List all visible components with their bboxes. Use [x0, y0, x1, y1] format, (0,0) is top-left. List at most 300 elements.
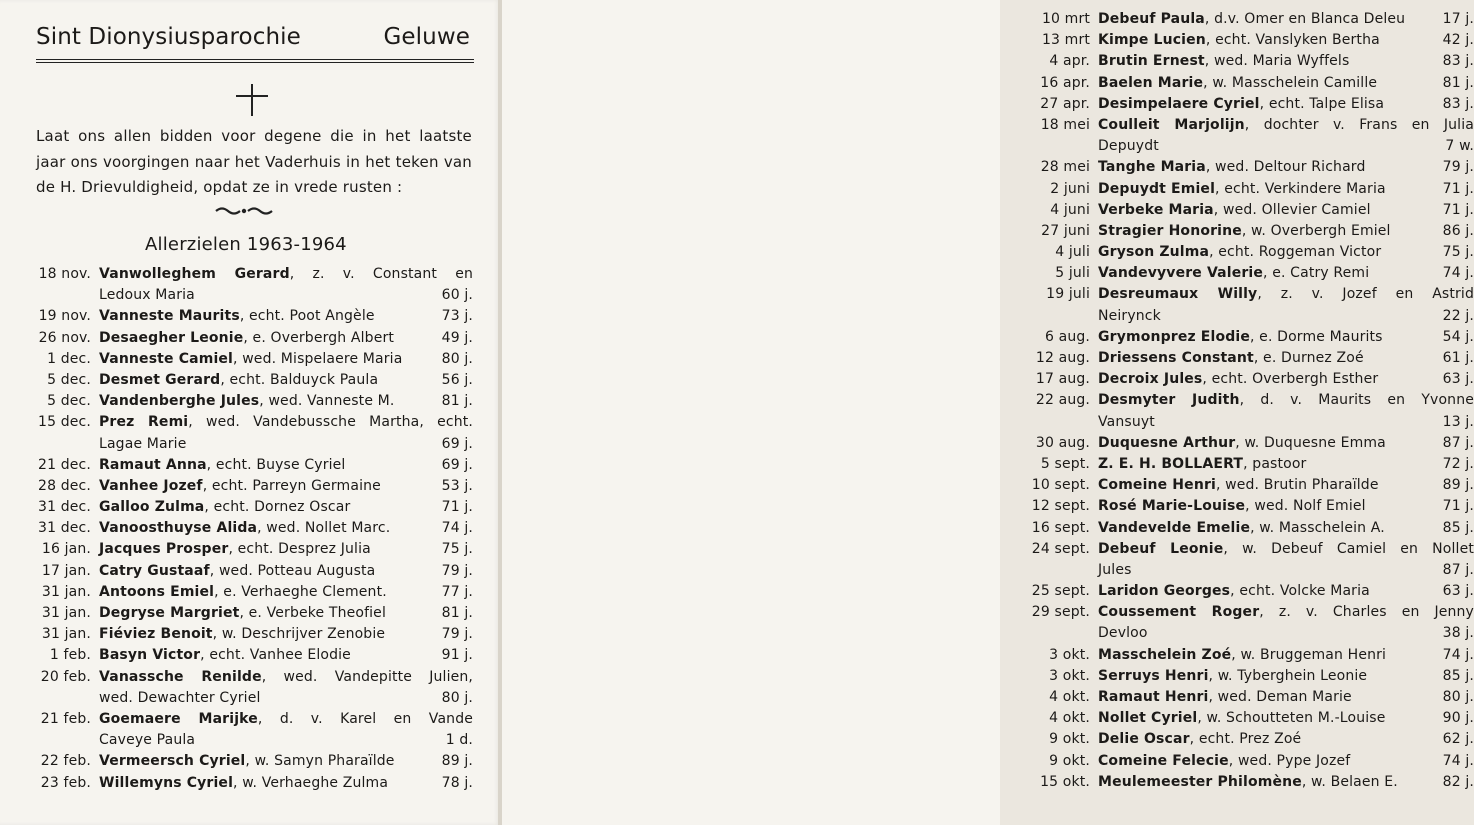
entry-age: 85 j. [1442, 667, 1474, 684]
obituary-entry [1026, 687, 1474, 708]
entry-text [1098, 666, 1434, 687]
obituary-entry [1026, 581, 1474, 602]
entry-name: Nollet Cyriel [1098, 710, 1198, 727]
entry-name: Catry Gustaaf [99, 562, 210, 579]
entry-age: 17 j. [1442, 11, 1474, 27]
entry-text [1098, 539, 1474, 560]
entry-age: 56 j. [441, 371, 473, 388]
entry-text [1098, 687, 1434, 708]
entry-relation: , wed. Vanneste M. [259, 393, 395, 410]
entry-date: 4 apr. [1049, 53, 1090, 70]
entry-relation: , e. Verhaeghe Clement. [214, 583, 387, 600]
entry-age: 79 j. [441, 562, 473, 579]
entry-text [1098, 157, 1434, 178]
entry-text [1098, 179, 1434, 200]
entry-name: Comeine Henri [1098, 477, 1216, 494]
entry-text [1098, 475, 1434, 496]
entry-line [1026, 242, 1474, 263]
entry-age: 77 j. [441, 583, 473, 600]
entry-text [99, 497, 433, 518]
entry-relation: , echt. Parreyn Germaine [202, 477, 381, 494]
entry-relation: , w. Debeuf Camiel en Nollet [1223, 540, 1474, 557]
left-page [0, 0, 500, 825]
entry-date: 31 jan. [41, 605, 91, 621]
entry-name: Rosé Marie-Louise [1098, 498, 1246, 515]
entry-relation: , echt. Talpe Elisa [1259, 95, 1385, 112]
entry-age: 87 j. [1442, 434, 1474, 451]
entry-date: 10 mrt [1041, 11, 1090, 27]
entry-relation: , e. Dorme Maurits [1249, 328, 1383, 345]
entry-date: 5 juli [1055, 265, 1090, 282]
obituary-entry [33, 328, 473, 349]
obituary-entry [33, 455, 473, 476]
entry-line [1026, 284, 1474, 305]
entry-text [99, 751, 433, 772]
entry-line [1026, 729, 1474, 750]
obituary-entry [33, 624, 473, 645]
entry-age: 63 j. [1442, 371, 1474, 388]
obituary-entry [1026, 369, 1474, 390]
entry-date: 3 okt. [1049, 667, 1090, 684]
entry-text [1098, 284, 1474, 305]
entry-relation: , dochter v. Frans en Julia [1244, 116, 1474, 133]
entry-name: Basyn Victor [99, 647, 201, 664]
entry-age: 83 j. [1442, 53, 1474, 70]
entry-date: 4 okt. [1049, 689, 1090, 705]
entry-age: 73 j. [441, 308, 473, 325]
entry-age: 89 j. [441, 753, 473, 770]
entry-date: 5 dec. [47, 371, 91, 388]
entry-relation: , echt. Prez Zoé [1189, 731, 1302, 748]
entry-date: 3 okt. [1049, 646, 1090, 663]
obituary-entry [1026, 242, 1474, 263]
entry-line [1026, 560, 1474, 581]
entry-date: 4 juli [1055, 244, 1090, 261]
entry-age: 22 j. [1442, 307, 1474, 324]
entry-date: 28 dec. [38, 477, 91, 494]
entry-line [33, 285, 473, 306]
entry-name: Stragier Honorine [1098, 222, 1242, 239]
obituary-entry [33, 603, 473, 624]
entry-line [1026, 390, 1474, 411]
entry-name: Jacques Prosper [99, 541, 229, 558]
entry-text [1098, 348, 1434, 369]
entry-line [33, 539, 473, 560]
obituary-entry [1026, 602, 1474, 644]
entry-age: 83 j. [1442, 95, 1474, 112]
obituary-entry [33, 518, 473, 539]
entry-text [1098, 200, 1434, 221]
entry-date: 31 jan. [41, 626, 91, 643]
entry-line [33, 264, 473, 285]
entry-line [33, 328, 473, 349]
entry-line [1026, 666, 1474, 687]
entry-age: 87 j. [1442, 561, 1474, 578]
entry-date: 15 dec. [38, 414, 91, 431]
entry-name: Vandenberghe Jules [99, 393, 260, 410]
entry-relation: , w. Deschrijver Zenobie [212, 626, 386, 643]
entry-text [99, 455, 433, 476]
entry-relation: , d. v. Maurits en Yvonne [1239, 392, 1474, 409]
entry-age: 1 d. [445, 732, 473, 749]
entry-line [1026, 136, 1474, 157]
entry-relation: , echt. Balduyck Paula [220, 371, 379, 388]
entry-line [1026, 51, 1474, 72]
obituary-entry [1026, 115, 1474, 157]
entry-relation: , w. Masschelein Camille [1203, 74, 1378, 91]
obituary-entry [1026, 751, 1474, 772]
entry-date: 4 juni [1050, 201, 1090, 218]
entry-age: 71 j. [1442, 180, 1474, 197]
entry-text [1098, 708, 1434, 729]
obituary-entry [33, 709, 473, 751]
entry-relation: , wed. Deltour Richard [1205, 159, 1366, 176]
entry-relation: , w. Bruggeman Henri [1231, 646, 1387, 663]
entry-relation: , w. Schoutteten M.-Louise [1197, 710, 1386, 727]
entry-text [99, 518, 433, 539]
entry-age: 63 j. [1442, 583, 1474, 600]
entry-date: 12 aug. [1035, 350, 1090, 366]
entry-relation: , echt. Vanslyken Bertha [1205, 32, 1380, 49]
entry-line [33, 434, 473, 455]
entry-name: Vanneste Maurits [99, 308, 240, 325]
obituary-entry [33, 561, 473, 582]
entry-name: Degryse Margriet [99, 605, 240, 621]
entry-name: Desmyter Judith [1098, 392, 1240, 409]
entry-date: 30 aug. [1035, 434, 1090, 451]
entry-text [99, 603, 433, 624]
entry-date: 22 feb. [40, 753, 91, 770]
entry-name: Grymonprez Elodie [1098, 328, 1250, 345]
entry-name: Vanoosthuyse Alida [99, 520, 258, 537]
entry-continuation: Neirynck [1098, 307, 1161, 324]
entry-line [1026, 200, 1474, 221]
entry-name: Serruys Henri [1098, 667, 1209, 684]
ornament-divider-icon [214, 206, 274, 216]
entry-date: 26 nov. [38, 329, 91, 346]
entry-continuation: Caveye Paula [99, 732, 196, 749]
entry-age: 78 j. [441, 774, 473, 791]
entry-age: 74 j. [1442, 752, 1474, 769]
entry-line [33, 751, 473, 772]
entry-age: 79 j. [1442, 159, 1474, 176]
entry-date: 12 sept. [1031, 498, 1090, 515]
entry-line [1026, 157, 1474, 178]
page-header [36, 22, 474, 64]
entry-date: 16 apr. [1040, 74, 1090, 91]
obituary-entry [1026, 200, 1474, 221]
entry-text [99, 264, 473, 285]
entry-relation: , e. Catry Remi [1263, 265, 1370, 282]
entry-name: Prez Remi [99, 414, 189, 431]
obituary-entry [1026, 454, 1474, 475]
obituary-entry [1026, 708, 1474, 729]
entry-relation: , w. Duquesne Emma [1235, 434, 1386, 451]
entry-age: 75 j. [1442, 244, 1474, 261]
obituary-entry [1026, 475, 1474, 496]
entry-line [33, 455, 473, 476]
entry-line [33, 561, 473, 582]
entry-text [1098, 433, 1434, 454]
entry-relation: , wed. Brutin Pharaïlde [1215, 477, 1379, 494]
entry-date: 6 aug. [1044, 328, 1090, 345]
entry-name: Vanassche Renilde [99, 668, 262, 685]
entry-name: Vanhee Jozef [99, 477, 203, 494]
entry-line [1026, 687, 1474, 708]
entry-line [1026, 369, 1474, 390]
obituary-list-left [33, 264, 473, 794]
entry-text [1098, 9, 1434, 30]
entry-date: 15 okt. [1040, 773, 1090, 790]
entry-text [1098, 369, 1434, 390]
obituary-list-right [1026, 9, 1474, 793]
entry-continuation: Depuydt [1098, 138, 1159, 155]
entry-continuation: Lagae Marie [99, 435, 187, 452]
entry-text [1098, 602, 1474, 623]
entry-text [1098, 263, 1434, 284]
obituary-entry [33, 370, 473, 391]
obituary-entry [1026, 729, 1474, 750]
entry-age: 82 j. [1442, 773, 1474, 790]
entry-name: Desreumaux Willy [1098, 286, 1258, 303]
entry-text [99, 306, 433, 327]
entry-text [1098, 327, 1434, 348]
entry-text [1098, 454, 1434, 475]
entry-relation: , echt. Roggeman Victor [1209, 244, 1382, 261]
entry-relation: , wed. Pype Jozef [1228, 752, 1351, 769]
entry-name: Depuydt Emiel [1098, 180, 1216, 197]
obituary-entry [33, 349, 473, 370]
entry-line [1026, 327, 1474, 348]
entry-line [33, 391, 473, 412]
entry-relation: , z. v. Jozef en Astrid [1257, 286, 1474, 303]
entry-line [33, 476, 473, 497]
entry-line [1026, 73, 1474, 94]
entry-name: Baelen Marie [1098, 74, 1204, 91]
obituary-entry [33, 497, 473, 518]
entry-date: 5 sept. [1040, 455, 1090, 472]
entry-text [1098, 751, 1434, 772]
entry-date: 16 jan. [41, 541, 91, 558]
entry-line [1026, 115, 1474, 136]
obituary-entry [1026, 327, 1474, 348]
entry-date: 27 apr. [1040, 95, 1090, 112]
entry-line [1026, 772, 1474, 793]
entry-relation: , wed. Nollet Marc. [257, 520, 391, 537]
entry-line [1026, 348, 1474, 369]
entry-relation: , d. v. Karel en Vande [257, 710, 473, 727]
entry-name: Desimpelaere Cyriel [1098, 95, 1260, 112]
entry-age: 80 j. [441, 350, 473, 367]
obituary-entry [1026, 73, 1474, 94]
entry-name: Coussement Roger [1098, 604, 1260, 621]
entry-text [99, 370, 433, 391]
entry-date: 13 mrt [1041, 32, 1090, 49]
entry-name: Vermeersch Cyriel [99, 753, 246, 770]
entry-name: Willemyns Cyriel [99, 774, 234, 791]
entry-continuation: Jules [1098, 561, 1132, 578]
entry-relation: , e. Overbergh Albert [243, 329, 395, 346]
entry-date: 1 feb. [49, 647, 91, 664]
entry-age: 54 j. [1442, 328, 1474, 345]
obituary-entry [1026, 518, 1474, 539]
entry-date: 25 sept. [1031, 583, 1090, 600]
entry-date: 28 mei [1040, 159, 1090, 176]
entry-age: 81 j. [441, 605, 473, 621]
entry-name: Coulleit Marjolijn [1098, 116, 1245, 133]
cross-icon [236, 84, 268, 116]
entry-text [99, 328, 433, 349]
entry-name: Antoons Emiel [99, 583, 215, 600]
entry-date: 23 feb. [40, 774, 91, 791]
entry-date: 24 sept. [1031, 540, 1090, 557]
obituary-entry [1026, 645, 1474, 666]
entry-relation: , pastoor [1243, 455, 1307, 472]
obituary-entry [33, 539, 473, 560]
entry-name: Verbeke Maria [1098, 201, 1214, 218]
entry-age: 69 j. [441, 435, 473, 452]
entry-age: 89 j. [1442, 477, 1474, 494]
entry-text [99, 773, 433, 794]
entry-relation: , w. Tyberghein Leonie [1208, 667, 1368, 684]
entry-name: Kimpe Lucien [1098, 32, 1206, 49]
entry-name: Ramaut Henri [1098, 689, 1209, 705]
entry-name: Ramaut Anna [99, 456, 207, 473]
obituary-entry [1026, 263, 1474, 284]
entry-age: 74 j. [441, 520, 473, 537]
entry-age: 86 j. [1442, 222, 1474, 239]
entry-name: Debeuf Paula [1098, 11, 1205, 27]
entry-date: 19 nov. [38, 308, 91, 325]
entry-name: Meulemeester Philomène [1098, 773, 1302, 790]
entry-relation: , wed. Ollevier Camiel [1213, 201, 1371, 218]
entry-date: 5 dec. [47, 393, 91, 410]
entry-line [1026, 412, 1474, 433]
entry-age: 42 j. [1442, 32, 1474, 49]
entry-line [1026, 433, 1474, 454]
entry-text [99, 412, 473, 433]
entry-text [1098, 581, 1434, 602]
entry-age: 72 j. [1442, 455, 1474, 472]
entry-age: 71 j. [441, 499, 473, 516]
entry-line [33, 624, 473, 645]
entry-date: 18 mei [1040, 116, 1090, 133]
obituary-entry [33, 667, 473, 709]
entry-relation: , wed. Potteau Augusta [209, 562, 376, 579]
entry-relation: , echt. Buyse Cyriel [206, 456, 346, 473]
entry-date: 9 okt. [1049, 752, 1090, 769]
entry-date: 31 dec. [38, 520, 91, 537]
entry-relation: , d.v. Omer en Blanca Deleu [1204, 11, 1406, 27]
section-title: Allerzielen 1963-1964 [145, 234, 347, 255]
entry-name: Desaegher Leonie [99, 329, 244, 346]
entry-text [99, 709, 473, 730]
entry-age: 81 j. [1442, 74, 1474, 91]
entry-name: Vandevelde Emelie [1098, 519, 1251, 536]
entry-text [99, 624, 433, 645]
entry-age: 75 j. [441, 541, 473, 558]
entry-text [99, 391, 433, 412]
obituary-entry [33, 751, 473, 772]
obituary-entry [1026, 221, 1474, 242]
entry-relation: , wed. Vandepitte Julien, [261, 668, 473, 685]
entry-name: Desmet Gerard [99, 371, 221, 388]
entry-line [1026, 179, 1474, 200]
obituary-entry [1026, 772, 1474, 793]
entry-name: Debeuf Leonie [1098, 540, 1224, 557]
obituary-entry [1026, 157, 1474, 178]
obituary-entry [33, 645, 473, 666]
entry-text [99, 476, 433, 497]
entry-relation: , echt. Vanhee Elodie [200, 647, 351, 664]
entry-name: Driessens Constant [1098, 350, 1254, 366]
entry-age: 90 j. [1442, 710, 1474, 727]
entry-age: 80 j. [1442, 689, 1474, 705]
entry-relation: , z. v. Constant en [289, 266, 474, 282]
entry-name: Comeine Felecie [1098, 752, 1229, 769]
entry-relation: , e. Durnez Zoé [1253, 350, 1364, 366]
obituary-entry [1026, 496, 1474, 517]
entry-line [33, 370, 473, 391]
entry-line [1026, 475, 1474, 496]
entry-text [1098, 115, 1474, 136]
entry-age: 49 j. [441, 329, 473, 346]
obituary-entry [1026, 30, 1474, 51]
entry-line [1026, 751, 1474, 772]
obituary-entry [33, 773, 473, 794]
entry-age: 71 j. [1442, 201, 1474, 218]
entry-age: 53 j. [441, 477, 473, 494]
entry-line [1026, 602, 1474, 623]
entry-relation: , wed. Maria Wyffels [1204, 53, 1350, 70]
entry-date: 21 feb. [40, 710, 91, 727]
entry-line [33, 645, 473, 666]
entry-date: 20 feb. [40, 668, 91, 685]
entry-date: 19 juli [1046, 286, 1090, 303]
entry-text [99, 645, 433, 666]
entry-relation: , w. Belaen E. [1301, 773, 1398, 790]
entry-relation: , echt. Volcke Maria [1230, 583, 1370, 600]
entry-date: 31 jan. [41, 583, 91, 600]
obituary-entry [1026, 51, 1474, 72]
entry-text [1098, 73, 1434, 94]
entry-text [1098, 518, 1434, 539]
entry-name: Decroix Jules [1098, 371, 1203, 388]
entry-line [1026, 496, 1474, 517]
header-rule [36, 59, 474, 60]
entry-line [33, 667, 473, 688]
entry-line [1026, 9, 1474, 30]
entry-age: 61 j. [1442, 350, 1474, 366]
entry-text [99, 582, 433, 603]
entry-date: 2 juni [1050, 180, 1090, 197]
entry-date: 29 sept. [1031, 604, 1090, 621]
entry-name: Gryson Zulma [1098, 244, 1210, 261]
entry-line [33, 730, 473, 751]
entry-line [1026, 708, 1474, 729]
entry-continuation: Devloo [1098, 625, 1148, 642]
entry-line [33, 773, 473, 794]
entry-age: 74 j. [1442, 265, 1474, 282]
entry-age: 71 j. [1442, 498, 1474, 515]
entry-name: Galloo Zulma [99, 499, 205, 516]
entry-relation: , wed. Nolf Emiel [1245, 498, 1366, 515]
entry-continuation: Vansuyt [1098, 413, 1155, 430]
entry-line [1026, 263, 1474, 284]
entry-line [1026, 94, 1474, 115]
entry-text [99, 539, 433, 560]
entry-text [1098, 242, 1434, 263]
